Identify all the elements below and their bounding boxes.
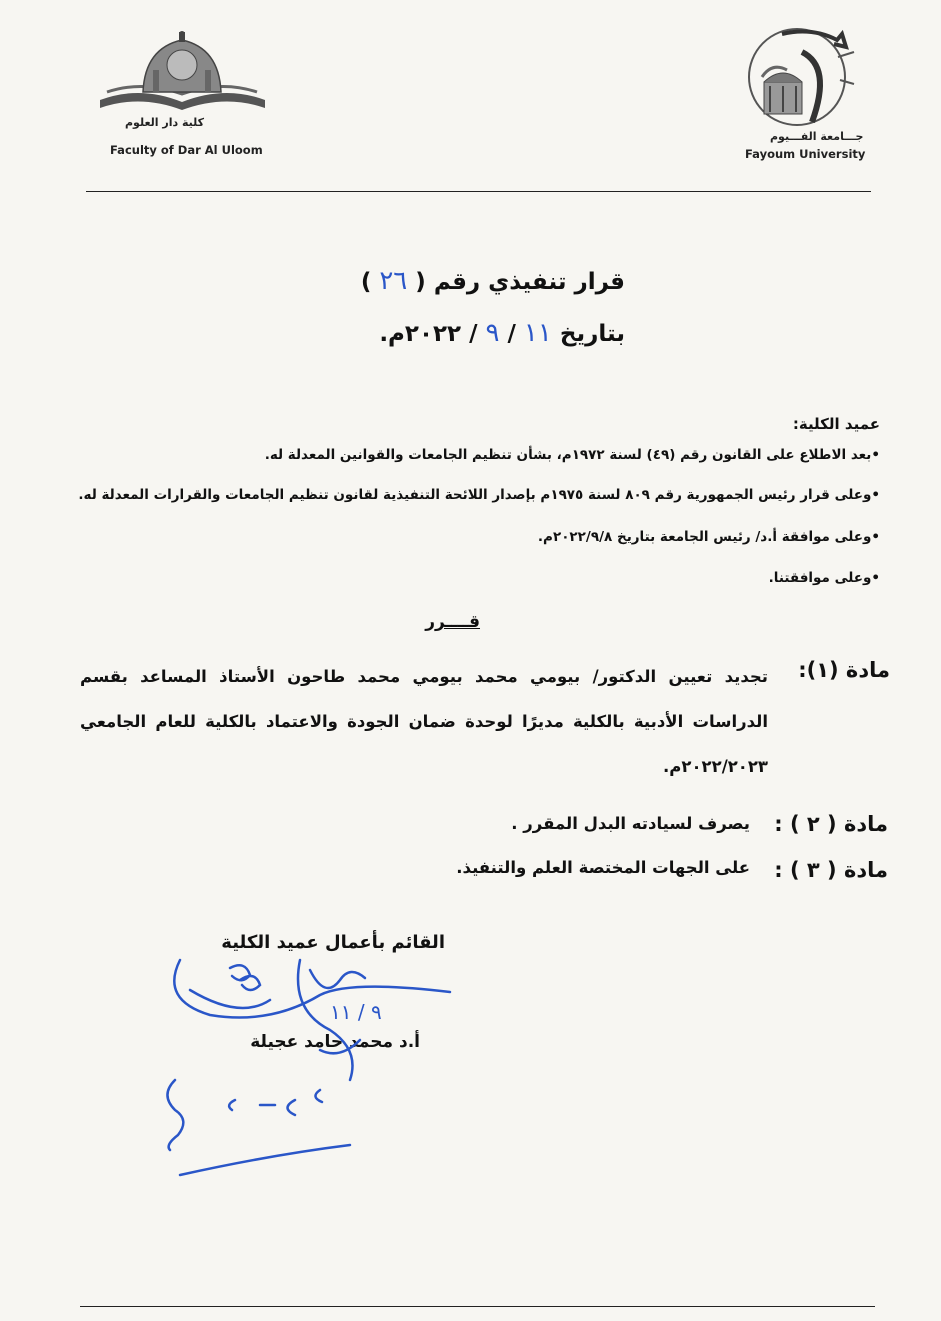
date-month: ٩: [485, 318, 500, 348]
article-3-label: مادة ( ٣ ) :: [774, 858, 888, 882]
signature-date-note: ٩ / ١١: [330, 1000, 382, 1024]
decision-date: [305, 318, 625, 348]
faculty-emblem-icon: [95, 30, 270, 130]
decision-title: [350, 266, 625, 296]
faculty-arabic-name: كلية دار العلوم: [125, 116, 205, 129]
header-divider: [86, 191, 871, 192]
preamble-item: •وعلى موافقتنا.: [768, 570, 880, 586]
preamble-item: •بعد الاطلاع على القانون رقم (٤٩) لسنة ١٩٧٢م، بشأن تنظيم الجامعات والقوانين المعدلة له.: [264, 447, 880, 463]
article-2-text: يصرف لسيادته البدل المقرر .: [511, 814, 750, 833]
footer-divider: [80, 1306, 875, 1307]
preamble-item: •وعلى موافقة أ.د/ رئيس الجامعة بتاريخ ٢٠٢٢/٩/٨م.: [537, 529, 880, 545]
university-english-name: Fayoum University: [745, 147, 866, 161]
date-label: بتاريخ: [559, 321, 625, 347]
date-sep-1: /: [507, 321, 516, 347]
date-year: ٢٠٢٢م.: [379, 321, 462, 347]
decision-label: قرار تنفيذي رقم (: [415, 269, 625, 295]
article-3-text: على الجهات المختصة العلم والتنفيذ.: [456, 858, 750, 877]
university-emblem-icon: [742, 22, 862, 137]
university-arabic-name: جـــامعة الفـــيوم: [770, 130, 864, 143]
handwritten-signature: [150, 940, 460, 1190]
date-day: ١١: [523, 318, 552, 348]
article-1-label: مادة (١):: [798, 658, 890, 682]
signatory-title: القائم بأعمال عميد الكلية: [221, 932, 445, 953]
decree-heading: قــــرر: [425, 612, 480, 632]
decision-close: ): [360, 269, 372, 295]
faculty-english-name: Faculty of Dar Al Uloom: [110, 143, 263, 157]
preamble-item: •وعلى قرار رئيس الجمهورية رقم ٨٠٩ لسنة ١٩٧٥م بإصدار اللائحة التنفيذية لقانون تنظيم الجامعات والقرارات المعدلة له.: [78, 487, 880, 503]
article-1-text: تجديد تعيين الدكتور/ بيومي محمد بيومي محمد طاحون الأستاذ المساعد بقسم الدراسات الأدبية بالكلية مديرًا لوحدة ضمان الجودة والاعتماد بالكلية للعام الجامعي ٢٠٢٢/٢٠٢٣م.: [80, 667, 768, 776]
article-2-label: مادة ( ٢ ) :: [774, 812, 888, 836]
addressee: عميد الكلية:: [792, 415, 880, 433]
signatory-name: أ.د محمد حامد عجيلة: [250, 1032, 420, 1052]
decision-number: ٢٦: [379, 266, 408, 296]
date-sep-2: /: [469, 321, 478, 347]
